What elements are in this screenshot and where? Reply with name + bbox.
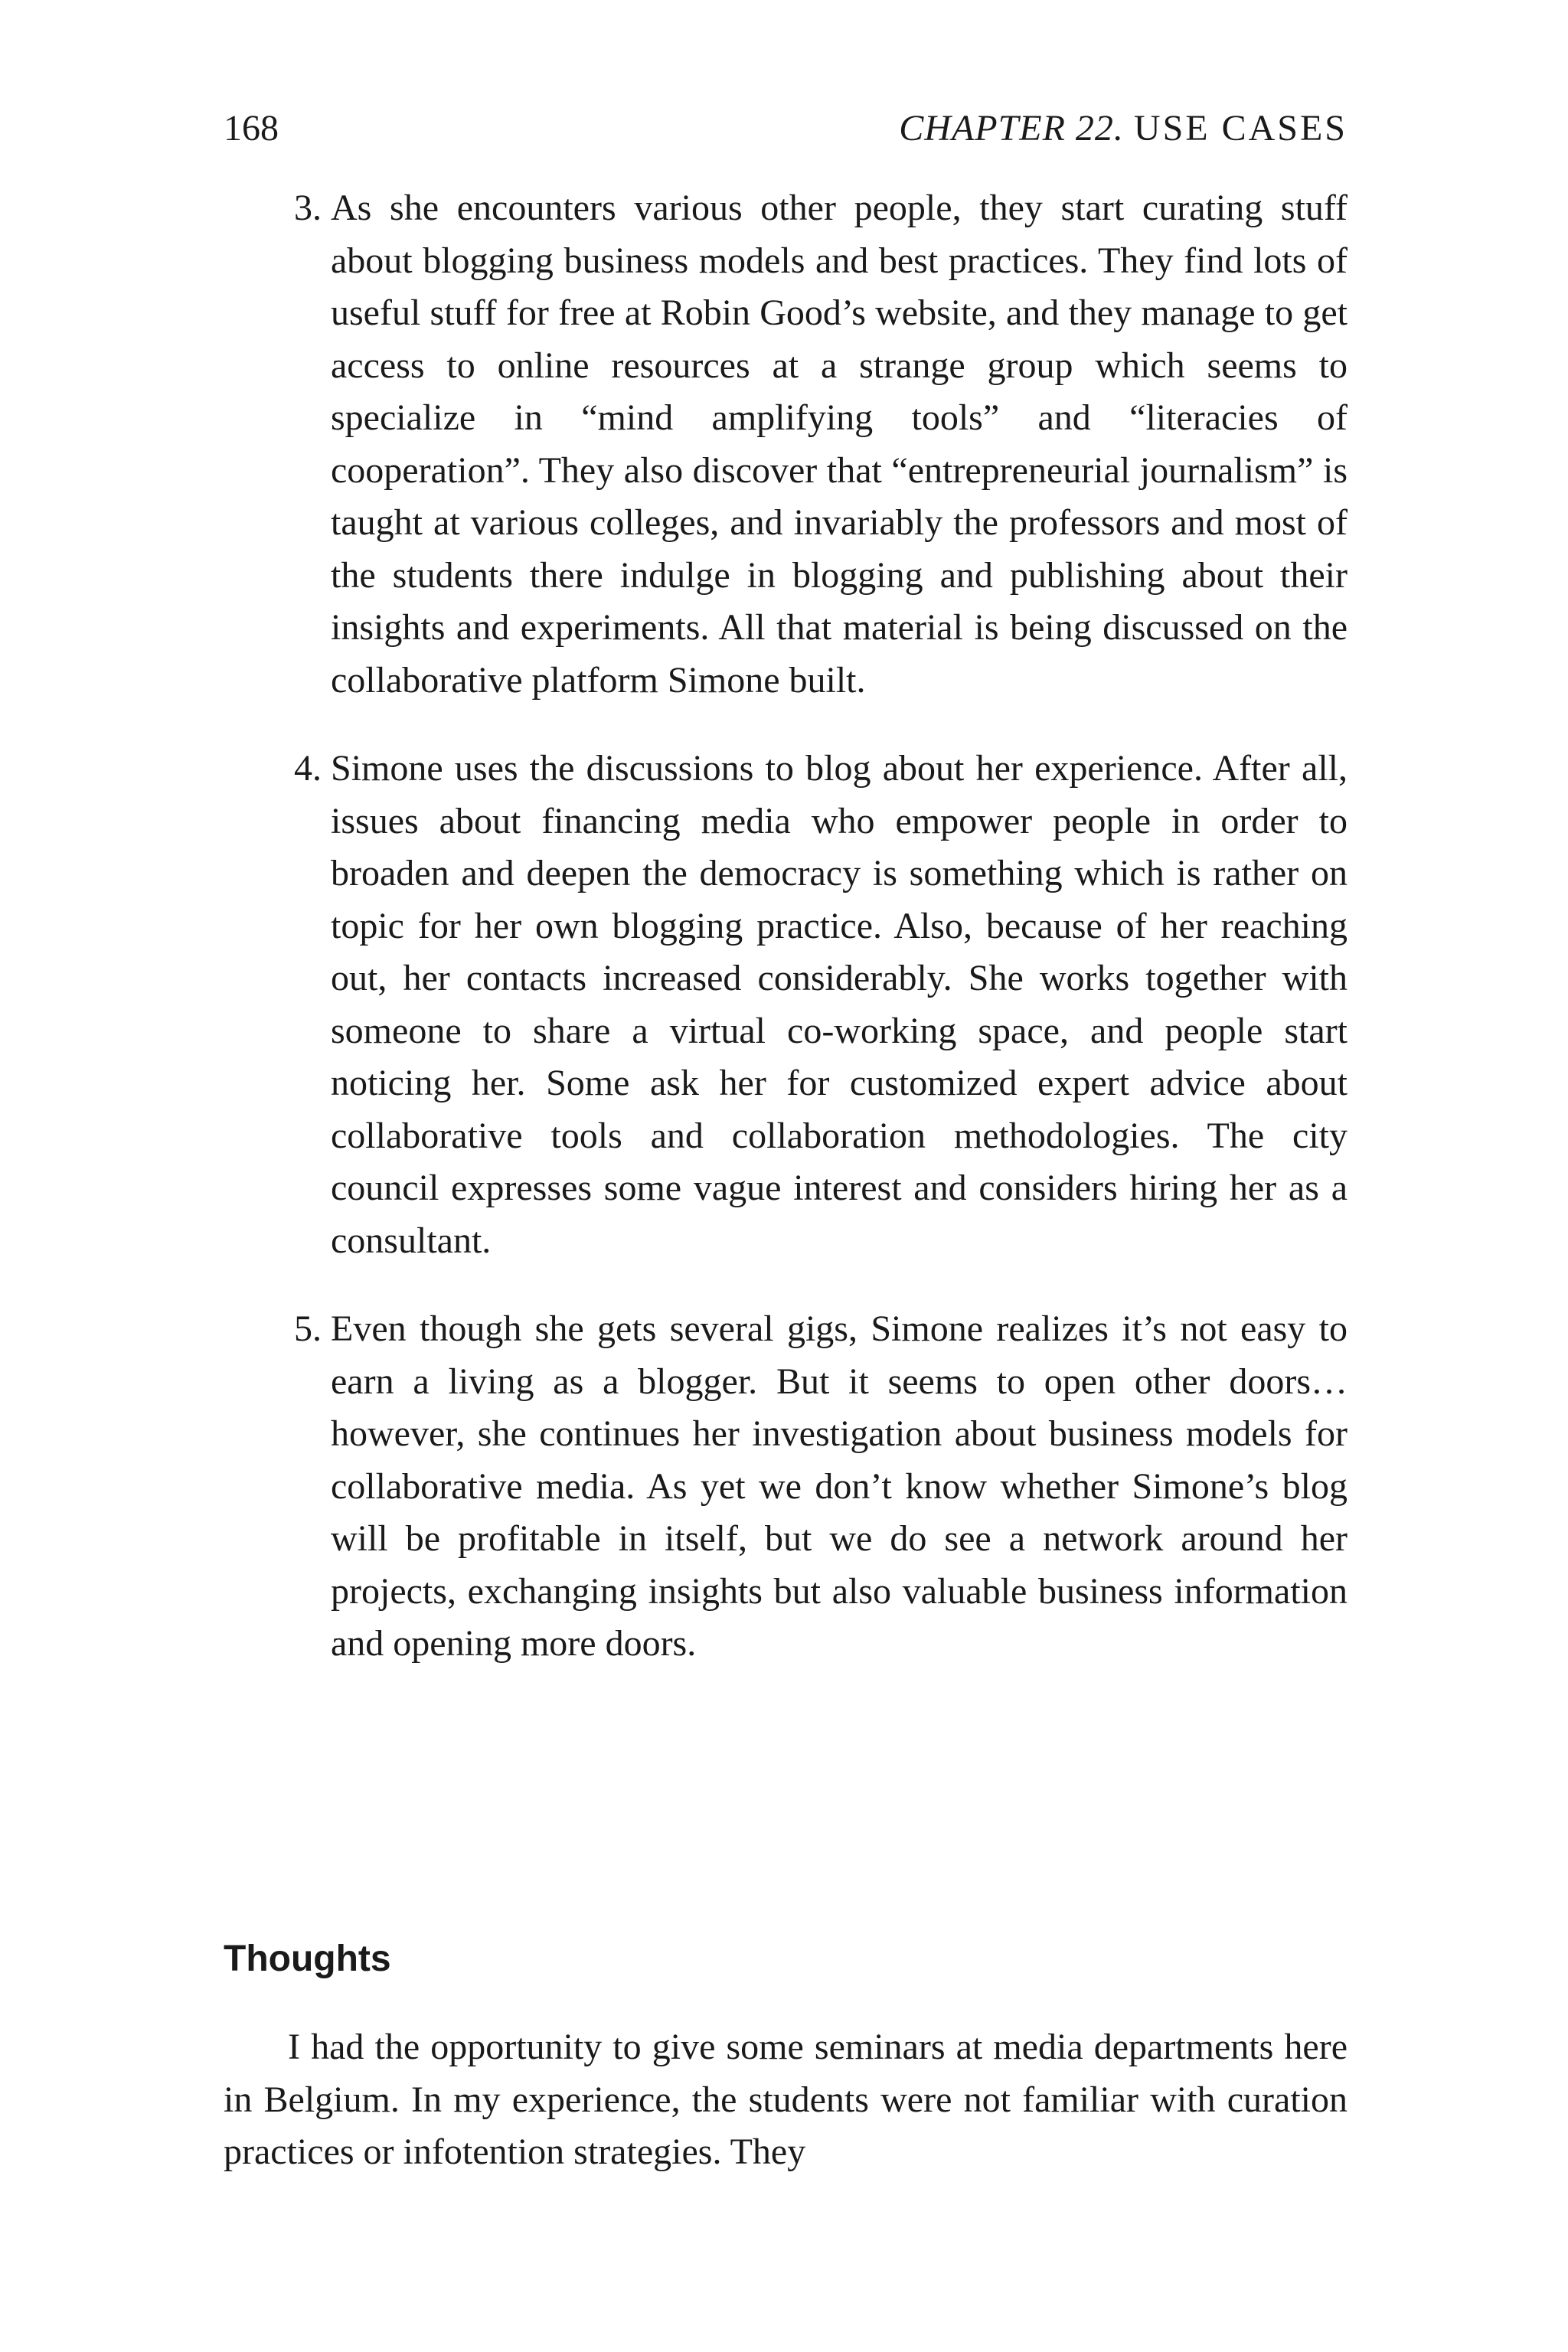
list-item-number: 4. xyxy=(294,748,322,789)
chapter-heading xyxy=(899,104,1348,153)
list-item-number: 3. xyxy=(294,188,322,228)
page-number: 168 xyxy=(224,108,279,149)
chapter-title: USE CASES xyxy=(1133,108,1348,149)
list-item xyxy=(224,182,1348,707)
list-item-number: 5. xyxy=(294,1308,322,1349)
use-case-steps-list xyxy=(224,182,1348,1707)
body-paragraph: I had the opportunity to give some seminars at media departments here in Belgium. In my experience, the students were not familiar with curation practices or infotention strategies. They xyxy=(224,2027,1348,2172)
list-item xyxy=(224,1303,1348,1671)
list-item-text: As she encounters various other people, they start curating stuff about blogging business models and best practices. They find lots of useful stuff for free at Robin Good’s website, and they manage to get access to online resources at a strange group which seems to specialize in “mind amplifying tools” and “literacies of cooperation”. They also discover that “entrepreneurial journalism” is taught at various colleges, and invariably the professors and most of the students there indulge in blogging and publishing about their insights and experiments. All that material is being discussed on the collaborative platform Simone built. xyxy=(331,188,1348,701)
chapter-label: CHAPTER 22. xyxy=(899,108,1124,149)
list-item-text: Simone uses the discussions to blog about her experience. After all, issues about financing media who empower people in order to broaden and deepen the democracy is something which is rather on topic for her own blogging practice. Also, because of her reaching out, her contacts increased considerably. She works together with someone to share a virtual co-working space, and people start noticing her. Some ask her for customized expert advice about collaborative tools and collaboration methodologies. The city council expresses some vague interest and considers hiring her as a consultant. xyxy=(331,748,1348,1261)
list-item xyxy=(224,743,1348,1267)
section-heading: Thoughts xyxy=(224,1939,391,1979)
running-head xyxy=(224,104,1348,153)
list-item-text: Even though she gets several gigs, Simone realizes it’s not easy to earn a living as a blogger. But it seems to open other doors… however, she continues her investigation about business models for collaborative media. As yet we don’t know whether Simone’s blog will be profitable in itself, but we do see a network around her projects, exchanging insights but also valuable business information and opening more doors. xyxy=(331,1308,1348,1664)
